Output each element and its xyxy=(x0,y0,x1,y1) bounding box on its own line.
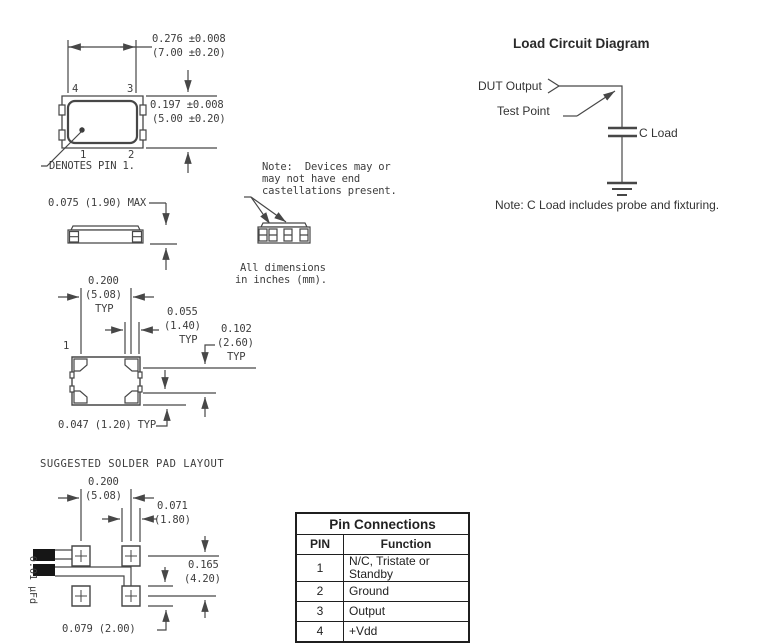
dim-pad-pitch-inches: 0.200 xyxy=(88,476,119,488)
pin-connections-table xyxy=(295,512,470,643)
pad-layout-title: SUGGESTED SOLDER PAD LAYOUT xyxy=(40,458,225,470)
dim-bottom-inner-typ: TYP xyxy=(227,351,246,363)
dim-bottom-padh: 0.047 (1.20) TYP xyxy=(58,419,156,431)
capacitor-value-label: 0.01 µFd xyxy=(27,555,38,605)
dim-pad-pitch-mm: (5.08) xyxy=(85,490,122,502)
dim-pad-vpitch-inches: 0.165 xyxy=(188,559,219,571)
pin4-label: 4 xyxy=(72,83,79,95)
castellation-note-line1: Note: Devices may or xyxy=(262,161,391,173)
table-row xyxy=(296,622,469,643)
castellation-note-line3: castellations present. xyxy=(262,185,397,197)
dim-bottom-pitch-inches: 0.200 xyxy=(88,275,119,287)
table-row xyxy=(296,602,469,622)
dim-top-width-inches: 0.276 ±0.008 xyxy=(152,33,226,45)
dim-bottom-inner-inches: 0.102 xyxy=(221,323,252,335)
dim-bottom-padw-typ: TYP xyxy=(179,334,198,346)
dim-bottom-pitch-typ: TYP xyxy=(95,303,114,315)
load-circuit-drawing xyxy=(548,79,637,195)
load-circuit-note: Note: C Load includes probe and fixturing. xyxy=(495,198,720,212)
dim-pad-width-inches: 0.071 xyxy=(157,500,188,512)
pin-number-cell: 1 xyxy=(296,555,344,582)
dim-top-width-mm: (7.00 ±0.20) xyxy=(152,47,226,59)
castellation-note-line2: may not have end xyxy=(262,173,360,185)
dim-pad-vpitch-mm: (4.20) xyxy=(184,573,221,585)
dim-bottom-inner-mm: (2.60) xyxy=(217,337,254,349)
bottom-view-pin1-label: 1 xyxy=(63,340,70,352)
c-load-label: C Load xyxy=(639,126,678,140)
pin-function-cell: Ground xyxy=(344,582,470,602)
pin-number-cell: 4 xyxy=(296,622,344,643)
ground-symbol xyxy=(607,183,637,195)
pin3-label: 3 xyxy=(127,83,134,95)
units-note-line2: in inches (mm). xyxy=(235,274,327,286)
dim-side-max-height: 0.075 (1.90) MAX xyxy=(48,197,146,209)
table-row xyxy=(296,582,469,602)
pin-table-title: Pin Connections xyxy=(296,513,469,535)
package-side-view-drawing xyxy=(68,203,177,270)
pin-number-cell: 3 xyxy=(296,602,344,622)
capacitor-symbol xyxy=(608,128,637,136)
pin-function-cell: +Vdd xyxy=(344,622,470,643)
denotes-pin1-label: DENOTES PIN 1. xyxy=(49,160,135,172)
pin-table-header-function: Function xyxy=(344,535,470,555)
dim-top-height-inches: 0.197 ±0.008 xyxy=(150,99,224,111)
end-view-drawing xyxy=(244,197,310,243)
pin1-label: 1 xyxy=(80,149,87,161)
dut-output-label: DUT Output xyxy=(478,79,542,93)
pin-function-cell: N/C, Tristate or Standby xyxy=(344,555,470,582)
pin-number-cell: 2 xyxy=(296,582,344,602)
units-note-line1: All dimensions xyxy=(240,262,326,274)
dim-top-height-mm: (5.00 ±0.20) xyxy=(152,113,226,125)
load-circuit-title: Load Circuit Diagram xyxy=(513,36,650,51)
pin-table-header-pin: PIN xyxy=(296,535,344,555)
dim-bottom-pitch-mm: (5.08) xyxy=(85,289,122,301)
dim-bottom-padw-mm: (1.40) xyxy=(164,320,201,332)
table-row xyxy=(296,555,469,582)
test-point-label: Test Point xyxy=(497,104,550,118)
dim-pad-height: 0.079 (2.00) xyxy=(62,623,136,635)
pin2-label: 2 xyxy=(128,149,135,161)
pin-function-cell: Output xyxy=(344,602,470,622)
pin1-dot xyxy=(79,127,84,132)
dim-pad-width-mm: (1.80) xyxy=(154,514,191,526)
dim-bottom-padw-inches: 0.055 xyxy=(167,306,198,318)
